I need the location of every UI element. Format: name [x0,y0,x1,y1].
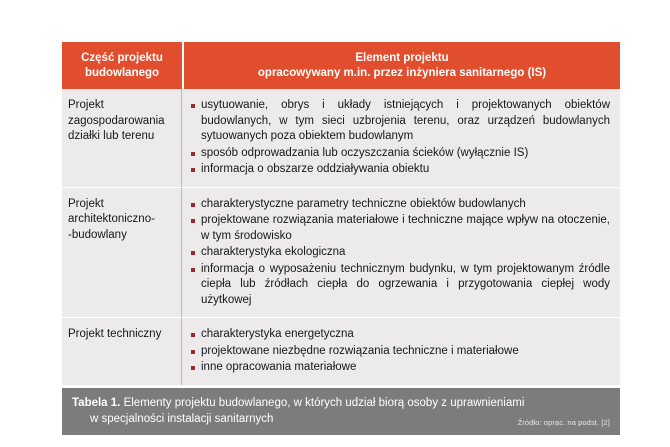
list-item: charakterystyka energetyczna [190,327,610,343]
row1-label-line1: Projekt [68,99,104,111]
header-col1-line2: budowlanego [84,66,160,79]
header-col2-line2: opracowywany m.in. przez inżyniera sanitarnego (IS) [257,66,547,79]
caption-text-1: Elementy projektu budowlanego, w których udział biorą osoby z uprawnieniami [120,396,525,409]
row3-content [182,318,620,385]
caption-number: Tabela 1. [72,396,121,409]
table-caption [62,386,620,435]
list-item: inne opracowania materiałowe [190,360,610,376]
list-item: informacja o obszarze oddziaływania obiektu [190,162,610,178]
list-item: charakterystyczne parametry techniczne obiektów budowlanych [190,197,610,213]
header-col1-line1: Część projektu [81,51,163,64]
row2-label-line2: architektoniczno- [68,213,155,225]
row1-content [182,89,620,187]
row2-label-line3: -budowlany [68,228,127,241]
header-col2-line1: Element projektu [355,51,449,64]
list-item: projektowane rozwiązania materiałowe i techniczne mające wpływ na otoczenie, w tym środowisko [190,213,610,244]
table-row [62,188,620,319]
table-header-row [62,42,620,89]
row3-label-line1: Projekt techniczny [68,328,162,340]
caption-line-1 [72,395,610,411]
list-item: usytuowanie, obrys i układy istniejących i projektowanych obiektów budowlanych, w tym sieci uzbrojenia terenu, oraz urządzeń budowlanych sytuowanych poza obiektem budowlanym [190,98,610,145]
row3-bullet-list [190,327,610,376]
caption-source-note: Źródło: oprac. na podst. [2] [517,417,610,427]
table-row [62,89,620,188]
row1-bullet-list [190,98,610,178]
table-container [62,42,620,435]
row1-label-line2: zagospodarowania [68,114,165,127]
row-label-architectural-construction-project [62,188,182,318]
table-header-cell-part-of-project [62,42,182,89]
list-item: informacja o wyposażeniu technicznym budynku, w tym projektowanym źródle ciepła lub źródłach ciepła do ogrzewania i przygotowania ciepłej wody użytkowej [190,262,610,309]
row-label-site-development-project [62,89,182,187]
row2-bullet-list [190,197,610,309]
caption-line-2: w specjalności instalacji sanitarnych [90,412,274,425]
row1-label-line3: działki lub terenu [68,130,155,142]
row2-label-line1: Projekt [68,197,104,210]
row-label-technical-project [62,318,182,385]
list-item: projektowane niezbędne rozwiązania techniczne i materiałowe [190,344,610,360]
table-header-cell-project-element [184,42,620,89]
list-item: sposób odprowadzania lub oczyszczania ścieków (wyłącznie IS) [190,146,610,162]
table-row [62,318,620,386]
row2-content [182,188,620,318]
list-item: charakterystyka ekologiczna [190,245,610,261]
